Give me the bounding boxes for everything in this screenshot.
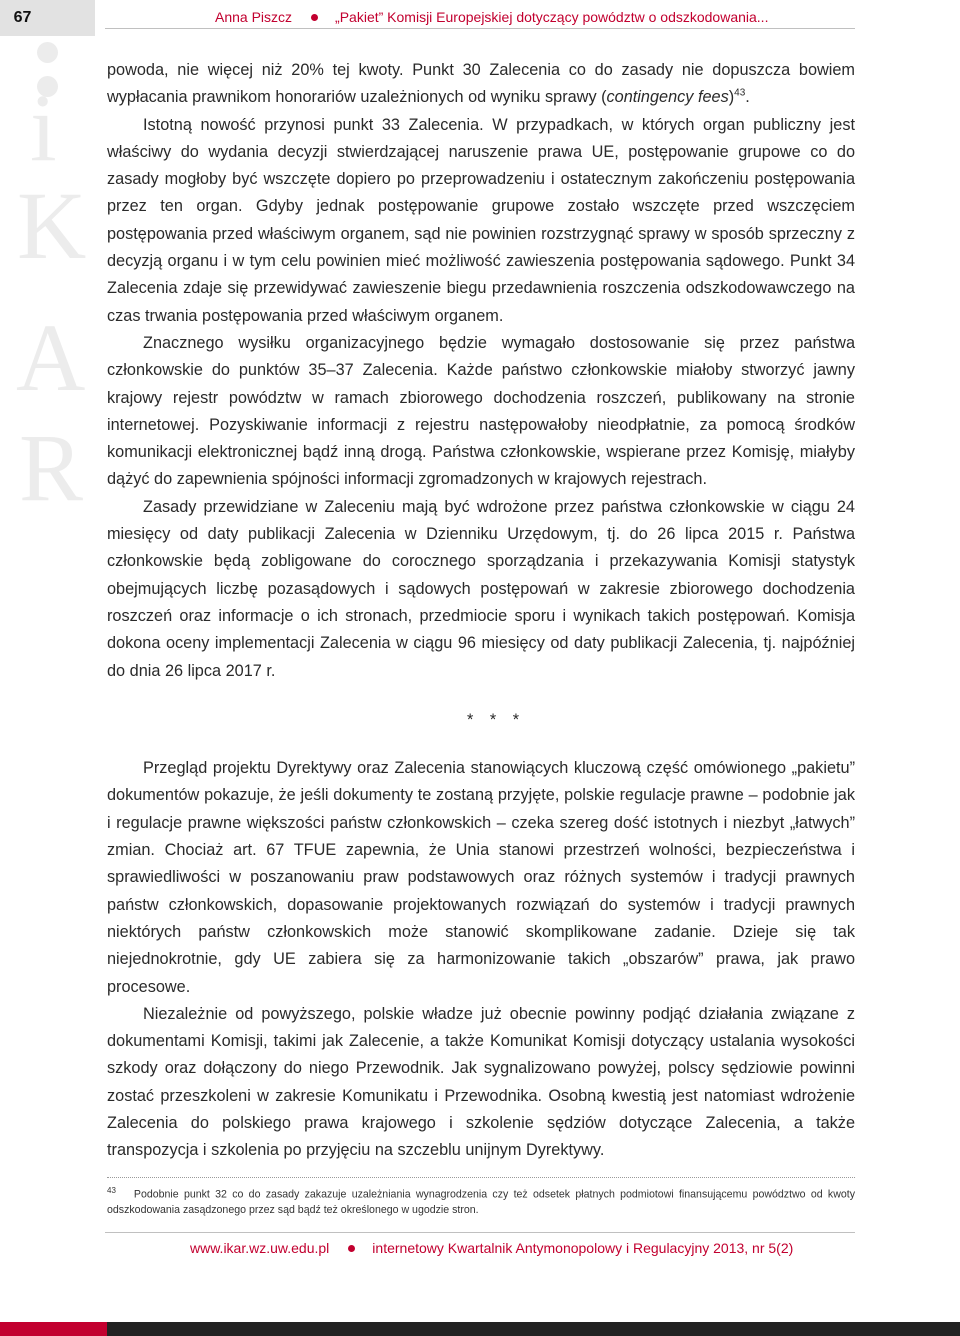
paragraph-6: Niezależnie od powyższego, polskie władze już obecnie powinny podjąć działania związane z dokumentami Komisji, takimi jak Zalecenie, a także Komunikat Komisji dotyczący ustalania wysokości szkody oraz dołączony do niego Przewodnik. Jak sygnalizowano powyżej, polscy sędziowie powinni zostać przeszkoleni w zakresie Komunikatu i Przewodnika. Osobną kwestią jest natomiast wdrożenie Zalecenia do polskiego prawa krajowego i szkolenie sędziów dotyczące Zalecenia, a także transpozycja i szkolenia po przyjęciu na szczeblu unijnym Dyrektywy. <box>107 1004 855 1160</box>
running-footer <box>190 1240 890 1256</box>
paragraph-1-text-c: . <box>745 88 750 107</box>
decorative-letter-r: R <box>19 414 84 521</box>
paragraph-1-italic: contingency fees <box>606 88 729 107</box>
running-header <box>215 9 855 25</box>
page-number-box <box>0 0 95 36</box>
header-divider <box>105 28 855 29</box>
paragraph-1-text-a: powoda, nie więcej niż 20% tej kwoty. Punkt 30 Zalecenia co do zasady nie dopuszcza bowiem wypłacania prawnikom honorariów uzależnionych od wyniku sprawy ( <box>107 61 855 107</box>
decorative-dot-icon <box>37 42 58 63</box>
footnote-ref-43[interactable]: 43 <box>734 87 746 99</box>
header-bullet-icon <box>311 14 318 21</box>
decorative-letter-a: A <box>16 304 86 411</box>
decorative-letter-k: K <box>17 172 87 279</box>
paragraph-3: Znacznego wysiłku organizacyjnego będzie wymagało dostosowanie się przez państwa członkowskie do punktów 35–37 Zalecenia. Każde państwo członkowskie miałoby stworzyć jawny krajowy rejestr powództw w ramach zbiorowego dochodzenia roszczeń, publikowany na stronie internetowej. Pozyskiwanie informacji z rejestru następowałoby nieodpłatnie, za pomocą środków komunikacji elektronicznej bądź inną drogą. Państwa członkowskie, wspierane przez Komisję, miałyby dążyć do zapewnienia spójności informacji zgromadzonych w krajowych rejestrach. <box>107 333 855 489</box>
header-author: Anna Piszcz <box>215 9 293 25</box>
footnote-number: 43 <box>107 1186 116 1195</box>
header-title: „Pakiet” Komisji Europejskiej dotyczący powództw o odszkodowania... <box>335 9 769 25</box>
section-separator: * * * <box>466 710 526 729</box>
paragraph-5: Przegląd projektu Dyrektywy oraz Zalecenia stanowiących kluczową część omówionego „pakietu” dokumentów pokazuje, że jeśli dokumenty te zostaną przyjęte, polskie regulacje prawne – podobnie jak i regulacje prawne większości państw członkowskich – czeka szereg dość istotnych i niezbyt „łatwych” zmian. Chociaż art. 67 TFUE zapewnia, że Unia stanowi przestrzeń wolności, bezpieczeństwa i sprawiedliwości w poszanowaniu praw podstawowych oraz różnych systemów i tradycji prawnych państw członkowskich, dopasowanie projektowanych rozwiązań do systemów i tradycji prawnych niektórych państw członkowskich może stanowić skomplikowane zadanie. Dzieje się tak niejednokrotnie, gdy UE zabiera się za harmonizowanie takich „obszarów” prawa, jak prawo procesowe. <box>107 759 855 996</box>
bottom-accent-bar <box>0 1322 107 1336</box>
footer-divider <box>105 1232 855 1233</box>
paragraph-1 <box>107 57 855 112</box>
paragraph-1-text-b: ) <box>728 88 735 107</box>
bottom-dark-bar <box>107 1322 960 1336</box>
paragraph-4: Zasady przewidziane w Zaleceniu mają być wdrożone przez państwa członkowskie w ciągu 24 miesięcy od daty publikacji Zalecenia w Dzienniku Urzędowym, tj. do 26 lipca 2015 r. Państwa członkowskie będą zobligowane do corocznego sporządzania i przekazywania Komisji statystyk obejmujących liczbę pozasądowych i sądowych postępowań w zakresie zbiorowego dochodzenia roszczeń oraz informacje o ich stronach, przedmiocie sporu i wynikach takich postępowań. Komisja dokona oceny implementacji Zalecenia w ciągu 96 miesięcy od daty publikacji Zalecenia, tj. najpóźniej do dnia 26 lipca 2017 r. <box>107 497 855 680</box>
footer-journal: internetowy Kwartalnik Antymonopolowy i Regulacyjny 2013, nr 5(2) <box>372 1240 794 1256</box>
footnote-43 <box>107 1183 855 1219</box>
footnote-text: Podobnie punkt 32 co do zasady zakazuje uzależniania wynagrodzenia czy też odsetek płatnych podmiotowi finansującemu powództwo od kwoty odszkodowania zasądzonego przez sąd bądź też określonego w ugodzie stron. <box>107 1188 855 1217</box>
decorative-letter-i: i <box>30 74 57 181</box>
footer-bullet-icon <box>348 1245 355 1252</box>
paragraph-2: Istotną nowość przynosi punkt 33 Zalecenia. W przypadkach, w których organ publiczny jest właściwy do wydania decyzji stwierdzającej naruszenie prawa UE, postępowanie grupowe co do zasady mogłoby być wszczęte dopiero po przeprowadzeniu i ostatecznym zakończeniu postępowania przez ten organ. Gdyby jednak postępowanie grupowe zostało wszczęte przed wszczęciem postępowania przed właściwym organem, sąd nie powinien rozstrzygnąć sprawy w sposób sprzeczny z decyzją organu i w tym celu powinien mieć możliwość zawieszenia postępowania sądowego. Punkt 34 Zalecenia zdaje się przewidywać zawieszenie biegu przedawnienia roszczenia odszkodowawczego na czas trwania postępowania przed właściwym organem. <box>107 115 855 325</box>
footnote-divider <box>107 1177 855 1178</box>
article-body <box>107 57 855 1165</box>
footer-url-link[interactable]: www.ikar.wz.uw.edu.pl <box>190 1240 330 1256</box>
page-number: 67 <box>13 9 32 26</box>
